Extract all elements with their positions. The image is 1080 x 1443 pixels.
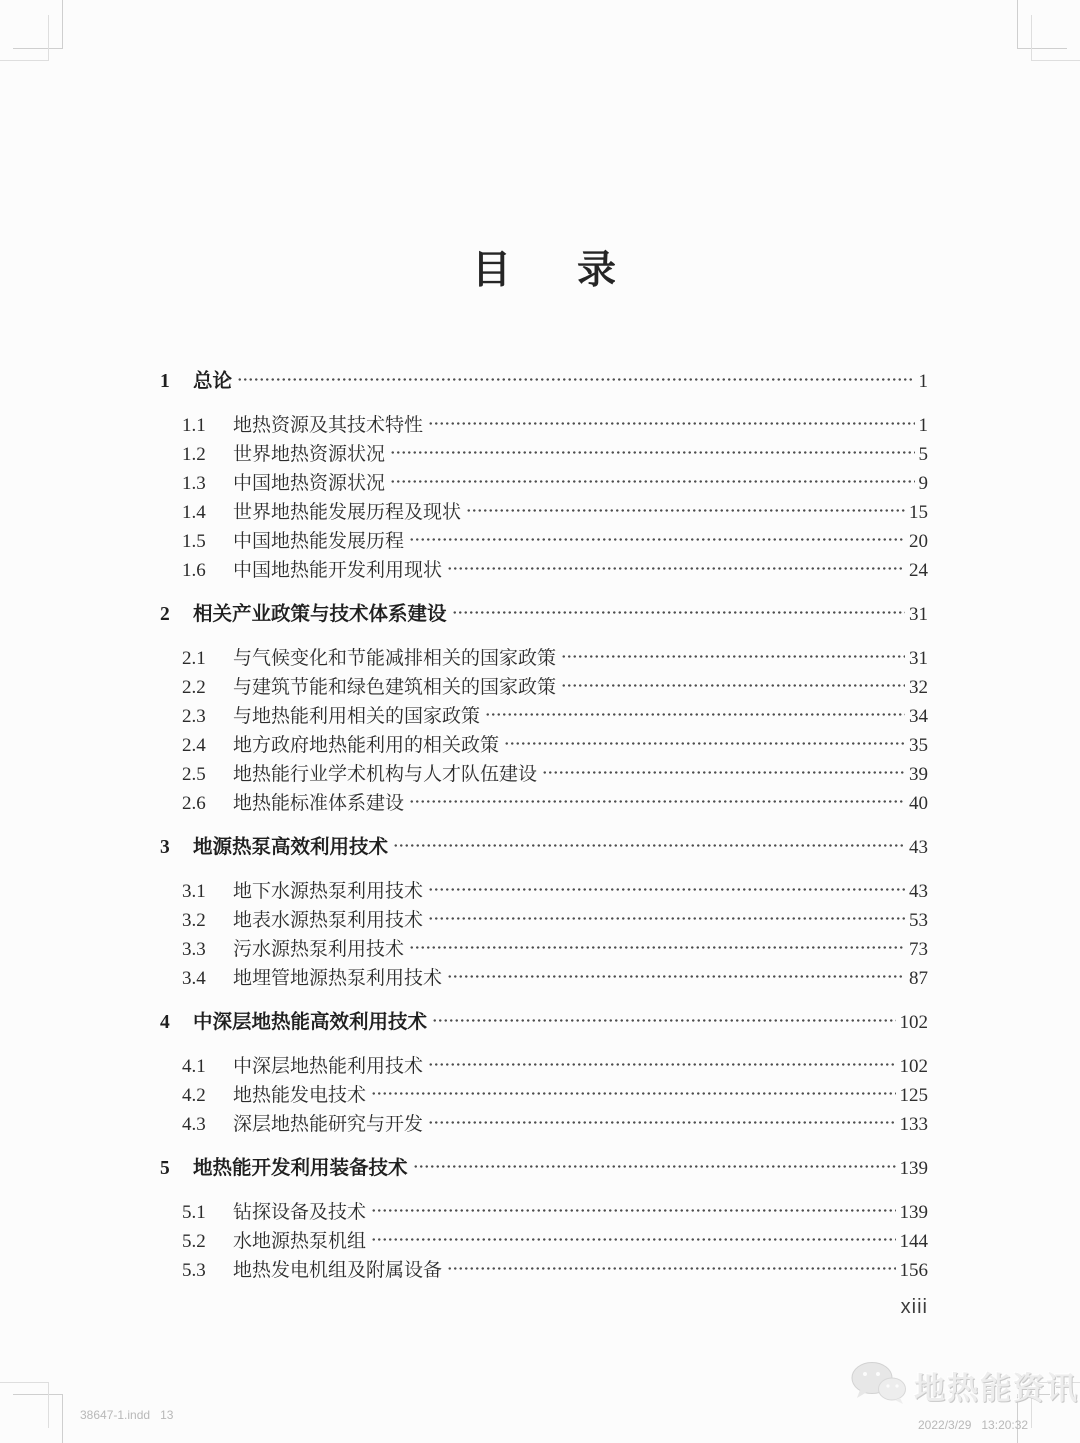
entry-title: 钻探设备及技术 [233, 1202, 367, 1223]
dot-leader [409, 535, 905, 544]
entry-number: 4.1 [182, 1056, 206, 1077]
dot-leader [390, 448, 914, 457]
entry-page-number: 43 [909, 881, 928, 902]
entry-number: 2.5 [182, 764, 206, 785]
entry-title: 总论 [193, 370, 233, 392]
dot-leader [409, 797, 905, 806]
entry-title: 与地热能利用相关的国家政策 [233, 706, 481, 727]
toc-subsection-row [160, 1110, 928, 1139]
entry-number: 3 [160, 837, 170, 858]
entry-page-number: 156 [899, 1260, 928, 1281]
entry-number: 2 [160, 604, 170, 625]
entry-title: 地热能开发利用装备技术 [193, 1157, 408, 1179]
entry-page-number: 32 [909, 677, 928, 698]
entry-page-number: 102 [899, 1056, 928, 1077]
entry-title: 地热发电机组及附属设备 [233, 1260, 443, 1281]
dot-leader [485, 710, 905, 719]
entry-number: 4.2 [182, 1085, 206, 1106]
dot-leader [409, 943, 905, 952]
entry-title: 世界地热能发展历程及现状 [233, 502, 462, 523]
entry-number: 1.1 [182, 415, 206, 436]
toc-subsection-row [160, 1256, 928, 1285]
toc-subsection-row [160, 644, 928, 673]
dot-leader [447, 564, 905, 573]
entry-page-number: 139 [899, 1202, 928, 1223]
entry-title: 中深层地热能利用技术 [233, 1056, 424, 1077]
entry-title: 地源热泵高效利用技术 [193, 836, 389, 858]
toc-subsection-row [160, 1227, 928, 1256]
entry-page-number: 20 [909, 531, 928, 552]
entry-number: 5.1 [182, 1202, 206, 1223]
entry-number: 4 [160, 1012, 170, 1033]
crop-mark-bottom-right [1017, 1381, 1080, 1443]
entry-title: 中国地热资源状况 [233, 473, 386, 494]
entry-number: 2.4 [182, 735, 206, 756]
toc-subsection-row [160, 440, 928, 469]
entry-number: 1.6 [182, 560, 206, 581]
entry-page-number: 87 [909, 968, 928, 989]
entry-title: 与建筑节能和绿色建筑相关的国家政策 [233, 677, 557, 698]
entry-page-number: 39 [909, 764, 928, 785]
entry-title: 地热能行业学术机构与人才队伍建设 [233, 764, 538, 785]
entry-number: 1.3 [182, 473, 206, 494]
page-title [160, 250, 928, 293]
dot-leader [452, 608, 905, 617]
dot-leader [428, 1118, 895, 1127]
crop-mark-top-left [0, 0, 63, 62]
entry-page-number: 31 [909, 648, 928, 669]
entry-page-number: 40 [909, 793, 928, 814]
entry-page-number: 35 [909, 735, 928, 756]
entry-title: 中国地热能发展历程 [233, 531, 405, 552]
entry-number: 1 [160, 371, 170, 392]
entry-number: 2.1 [182, 648, 206, 669]
dot-leader [428, 914, 905, 923]
entry-page-number: 133 [899, 1114, 928, 1135]
dot-leader [561, 681, 905, 690]
entry-number: 1.4 [182, 502, 206, 523]
toc-subsection-row [160, 789, 928, 818]
entry-title: 地埋管地源热泵利用技术 [233, 968, 443, 989]
entry-page-number: 15 [909, 502, 928, 523]
entry-title: 深层地热能研究与开发 [233, 1114, 424, 1135]
toc-chapter-row [160, 1154, 928, 1183]
toc-subsection-row [160, 760, 928, 789]
entry-title: 中深层地热能高效利用技术 [193, 1011, 428, 1033]
dot-leader [447, 972, 905, 981]
toc-subsection-row [160, 702, 928, 731]
toc-subsection-row [160, 527, 928, 556]
entry-page-number: 9 [918, 473, 928, 494]
folio-page-number: xiii [900, 1296, 928, 1318]
crop-mark-top-right [1017, 0, 1080, 62]
entry-title: 地热资源及其技术特性 [233, 415, 424, 436]
toc-chapter-row [160, 833, 928, 862]
entry-title: 地下水源热泵利用技术 [233, 881, 424, 902]
dot-leader [428, 1060, 895, 1069]
toc-subsection-row [160, 556, 928, 585]
toc-subsection-row [160, 1052, 928, 1081]
entry-title: 地热能标准体系建设 [233, 793, 405, 814]
entry-page-number: 1 [918, 415, 928, 436]
entry-page-number: 34 [909, 706, 928, 727]
entry-page-number: 139 [899, 1158, 928, 1179]
entry-number: 2.3 [182, 706, 206, 727]
page-title-char-2: 录 [577, 249, 617, 292]
toc-subsection-row [160, 935, 928, 964]
entry-page-number: 1 [918, 371, 928, 392]
entry-title: 与气候变化和节能减排相关的国家政策 [233, 648, 557, 669]
dot-leader [393, 841, 905, 850]
entry-number: 3.4 [182, 968, 206, 989]
entry-title: 地方政府地热能利用的相关政策 [233, 735, 500, 756]
dot-leader [561, 652, 905, 661]
entry-number: 1.5 [182, 531, 206, 552]
toc-subsection-row [160, 731, 928, 760]
entry-number: 2.2 [182, 677, 206, 698]
toc-subsection-row [160, 906, 928, 935]
dot-leader [428, 885, 905, 894]
page-title-char-1: 目 [471, 249, 511, 292]
toc-chapter-row [160, 1008, 928, 1037]
toc-subsection-row [160, 1198, 928, 1227]
entry-title: 中国地热能开发利用现状 [233, 560, 443, 581]
wechat-logo-icon [850, 1360, 908, 1411]
toc-subsection-row [160, 877, 928, 906]
entry-page-number: 5 [918, 444, 928, 465]
toc-subsection-row [160, 411, 928, 440]
crop-mark-bottom-left [0, 1381, 63, 1443]
toc-chapter-row [160, 600, 928, 629]
dot-leader [371, 1089, 895, 1098]
dot-leader [504, 739, 905, 748]
entry-page-number: 24 [909, 560, 928, 581]
toc-subsection-row [160, 1081, 928, 1110]
entry-title: 水地源热泵机组 [233, 1231, 367, 1252]
toc-chapter-row [160, 367, 928, 396]
dot-leader [413, 1162, 896, 1171]
dot-leader [390, 477, 914, 486]
toc-subsection-row [160, 673, 928, 702]
toc-list [160, 352, 928, 1285]
dot-leader [237, 375, 914, 384]
toc-subsection-row [160, 469, 928, 498]
entry-number: 4.3 [182, 1114, 206, 1135]
entry-number: 5 [160, 1158, 170, 1179]
dot-leader [447, 1264, 895, 1273]
watermark [850, 1360, 1079, 1411]
entry-number: 2.6 [182, 793, 206, 814]
entry-page-number: 144 [899, 1231, 928, 1252]
entry-page-number: 125 [899, 1085, 928, 1106]
entry-page-number: 102 [899, 1012, 928, 1033]
entry-title: 污水源热泵利用技术 [233, 939, 405, 960]
entry-title: 世界地热资源状况 [233, 444, 386, 465]
watermark-text: 地热能资讯 [914, 1371, 1079, 1406]
dot-leader [428, 419, 914, 428]
entry-number: 3.2 [182, 910, 206, 931]
entry-number: 3.1 [182, 881, 206, 902]
entry-number: 5.3 [182, 1260, 206, 1281]
dot-leader [371, 1235, 895, 1244]
entry-title: 地热能发电技术 [233, 1085, 367, 1106]
entry-title: 相关产业政策与技术体系建设 [193, 603, 447, 625]
dot-leader [542, 768, 905, 777]
entry-number: 1.2 [182, 444, 206, 465]
entry-page-number: 31 [909, 604, 928, 625]
entry-page-number: 73 [909, 939, 928, 960]
entry-number: 5.2 [182, 1231, 206, 1252]
entry-page-number: 53 [909, 910, 928, 931]
entry-title: 地表水源热泵利用技术 [233, 910, 424, 931]
dot-leader [466, 506, 905, 515]
toc-subsection-row [160, 964, 928, 993]
dot-leader [432, 1016, 895, 1025]
entry-number: 3.3 [182, 939, 206, 960]
toc-subsection-row [160, 498, 928, 527]
print-slug-timestamp: 2022/3/29 13:20:32 [918, 1418, 1029, 1432]
entry-page-number: 43 [909, 837, 928, 858]
print-slug-filename: 38647-1.indd 13 [80, 1408, 174, 1422]
dot-leader [371, 1206, 895, 1215]
